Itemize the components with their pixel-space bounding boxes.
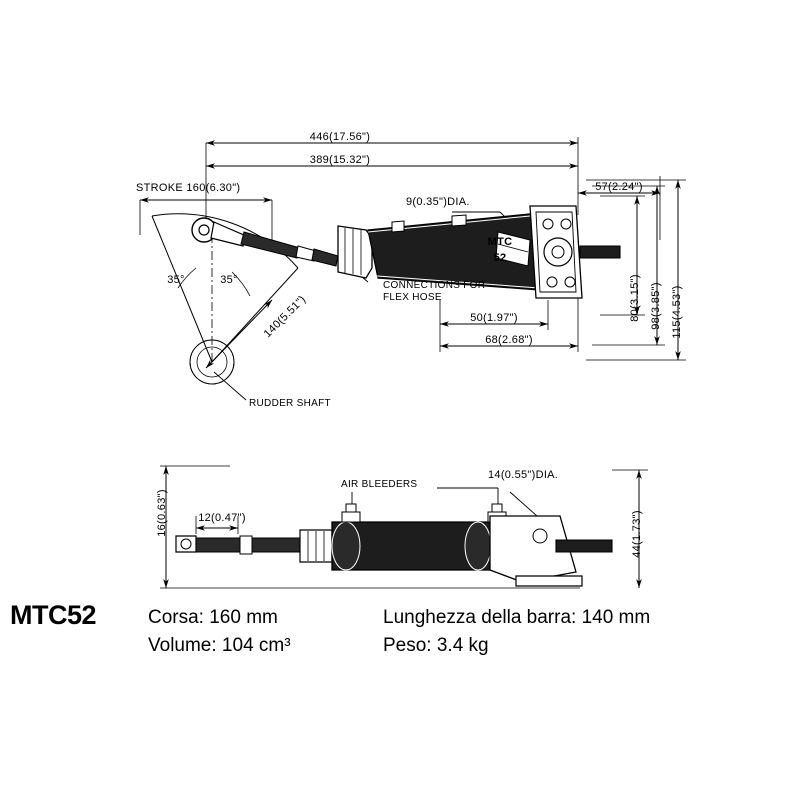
leader-ruddershaft — [214, 372, 246, 400]
callout-ruddershaft: RUDDER SHAFT — [249, 398, 331, 409]
dim-label-140: 140(5.51") — [261, 293, 309, 341]
rod-eye-neck — [211, 222, 246, 246]
piston-rod — [241, 232, 300, 258]
bolt-hole-1 — [543, 219, 553, 229]
cylinder-brand-line1: MTC — [487, 236, 513, 248]
side-rear-shaft — [556, 540, 612, 552]
dim-label-16: 16(0.63") — [156, 489, 168, 537]
dim-label-44: 44(1.73") — [631, 510, 643, 558]
dim-label-stroke: STROKE 160(6.30") — [136, 182, 241, 194]
dim-label-12: 12(0.47") — [198, 512, 246, 524]
rear-shaft — [580, 246, 620, 258]
spec-peso: Peso: 3.4 kg — [383, 635, 489, 656]
cylinder-brand-line2: 52 — [493, 252, 507, 264]
dim-label-14dia: 14(0.55")DIA. — [488, 469, 559, 481]
callout-air-bleeders: AIR BLEEDERS — [341, 479, 418, 490]
bolt-hole-3 — [547, 277, 557, 287]
spec-corsa: Corsa: 160 mm — [148, 607, 278, 628]
dim-label-68: 68(2.68") — [485, 334, 533, 346]
air-bleeder-left — [342, 512, 360, 522]
hose-fitting-2 — [452, 215, 466, 226]
dim-label-angle-left: 35° — [167, 274, 185, 286]
side-piston-rod — [196, 538, 240, 552]
spec-column-right — [383, 604, 650, 660]
callout-flexhose-line1: CONNECTIONS FOR — [383, 280, 486, 291]
side-pivot-hole — [533, 529, 547, 543]
callout-flexhose-line2: FLEX HOSE — [383, 292, 442, 303]
rod-eye-hole — [199, 225, 209, 235]
hose-fitting-1 — [392, 221, 404, 232]
dim-label-446: 446(17.56") — [309, 131, 371, 143]
spec-column-left — [148, 604, 291, 660]
product-model-name: MTC52 — [10, 600, 97, 630]
top-view-group — [136, 131, 686, 588]
dim-label-80: 80(3.15") — [629, 274, 641, 322]
dim-label-98: 98(3.85") — [650, 282, 662, 330]
dim-label-9dia: 9(0.35")DIA. — [406, 196, 470, 208]
dim-label-115: 115(4.53") — [671, 285, 683, 339]
spec-volume: Volume: 104 cm³ — [148, 635, 291, 656]
spec-lunghezza-barra: Lunghezza della barra: 140 mm — [383, 607, 651, 628]
mount-foot — [516, 576, 582, 586]
gland-nut — [338, 226, 372, 278]
dim-label-57: 57(2.24") — [595, 181, 643, 193]
dim-label-389: 389(15.32") — [309, 154, 371, 166]
dim-label-angle-right: 35° — [220, 274, 238, 286]
dim-label-50: 50(1.97") — [470, 312, 518, 324]
bolt-hole-4 — [565, 277, 575, 287]
bolt-hole-2 — [561, 219, 571, 229]
